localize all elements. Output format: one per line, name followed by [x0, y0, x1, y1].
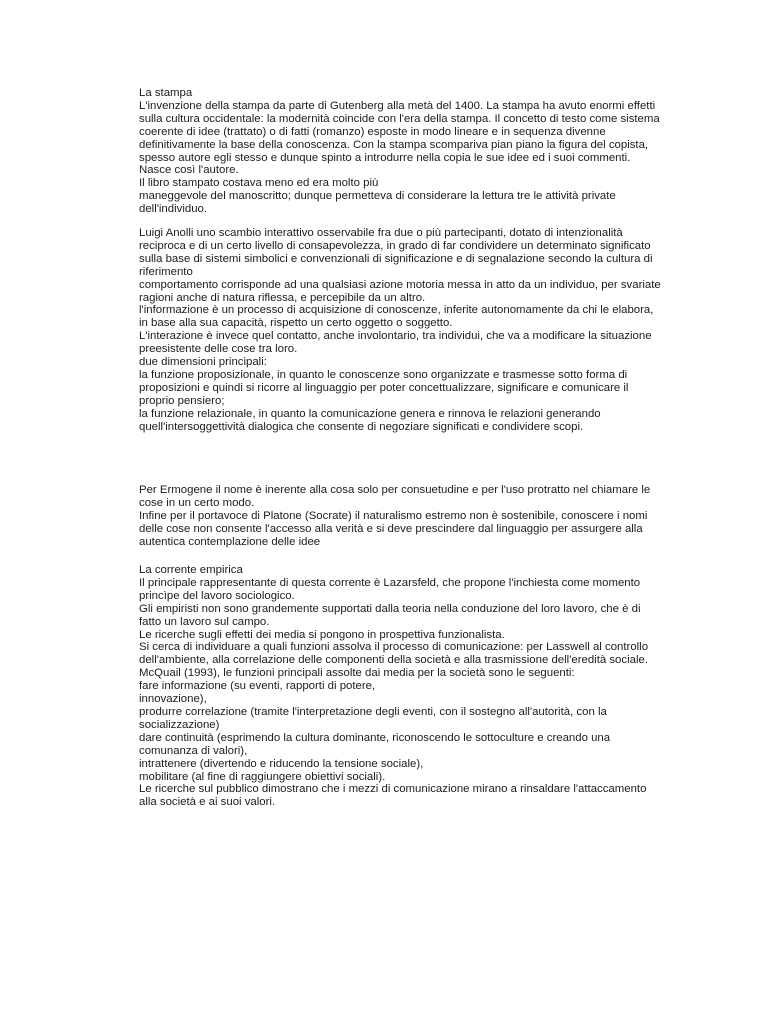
text-line: intrattenere (divertendo e riducendo la tensione sociale),	[139, 757, 424, 770]
text-line: l'informazione è un processo di acquisizione di conoscenze, inferite autonomamente da chi le elabora,	[139, 304, 654, 317]
text-line: Infine per il portavoce di Platone (Socrate) il naturalismo estremo non è sostenibile, conoscere i nomi	[139, 509, 648, 522]
text-line: sulla cultura occidentale: la modernità coincide con l'era della stampa. Il concetto di testo come sistema	[139, 112, 660, 125]
text-line: Il principale rappresentante di questa corrente è Lazarsfeld, che propone l'inchiesta come momento	[139, 576, 641, 589]
section-ermogene	[139, 484, 739, 549]
text-line: riferimento	[139, 265, 193, 278]
text-line: Gli empiristi non sono grandemente supportati dalla teoria nella conduzione del loro lavoro, che è di	[139, 602, 641, 615]
text-line: Luigi Anolli uno scambio interattivo osservabile fra due o più partecipanti, dotato di intenzionalità	[139, 227, 623, 239]
text-line: socializzazione)	[139, 718, 220, 731]
text-line: la funzione relazionale, in quanto la comunicazione genera e rinnova le relazioni generando	[139, 407, 601, 420]
text-line: produrre correlazione (tramite l'interpretazione degli eventi, con il sostegno all'autorità, con la	[139, 705, 607, 718]
text-line: dell'individuo.	[139, 203, 208, 216]
text-line: delle cose non consente l'accesso alla verità e si deve prescindere dal linguaggio per assurgere alla	[139, 522, 643, 535]
section-heading: La stampa	[139, 87, 193, 99]
section-corrente-empirica	[139, 564, 739, 809]
text-line: fatto un lavoro sul campo.	[139, 615, 270, 628]
text-line: Il libro stampato costava meno ed era molto più	[139, 177, 379, 190]
text-line: reciproca e di un certo livello di consapevolezza, in grado di far condividere un determinato significato	[139, 239, 651, 252]
text-line: Per Ermogene il nome è inerente alla cosa solo per consuetudine e per l'uso protratto nel chiamare le	[139, 484, 651, 496]
text-line: comunanza di valori),	[139, 744, 248, 757]
text-line: Nasce così l'autore.	[139, 164, 239, 177]
text-line: McQuail (1993), le funzioni principali assolte dai media per la società sono le seguenti:	[139, 667, 575, 680]
text-line: comportamento corrisponde ad una qualsiasi azione motoria messa in atto da un individuo, per svariate	[139, 278, 661, 291]
text-line: definitivamente la base della conoscenza. Con la stampa scompariva pian piano la figura del copista,	[139, 138, 649, 151]
text-line: coerente di idee (trattato) o di fatti (romanzo) esposte in modo lineare e in sequenza divenne	[139, 125, 606, 138]
text-line: autentica contemplazione delle idee	[139, 535, 321, 548]
text-line: proprio pensiero;	[139, 394, 225, 407]
section-anolli	[139, 227, 739, 434]
text-line: Le ricerche sugli effetti dei media si pongono in prospettiva funzionalista.	[139, 628, 505, 641]
text-line: preesistente delle cose tra loro.	[139, 343, 298, 356]
text-line: princìpe del lavoro sociologico.	[139, 589, 295, 602]
text-line: dell'ambiente, alla correlazione delle componenti della società e alla trasmissione dell'eredità sociale.	[139, 654, 648, 667]
text-line: Le ricerche sul pubblico dimostrano che i mezzi di comunicazione mirano a rinsaldare l'attaccamento	[139, 783, 647, 796]
text-line: L'invenzione della stampa da parte di Gutenberg alla metà del 1400. La stampa ha avuto enormi effetti	[139, 99, 656, 112]
text-line: mobilitare (al fine di raggiungere obiettivi sociali).	[139, 770, 386, 783]
text-line: Si cerca di individuare a quali funzioni assolva il processo di comunicazione: per Lasswell al controllo	[139, 641, 649, 654]
text-line: in base alla sua capacità, rispetto un certo oggetto o soggetto.	[139, 317, 453, 330]
section-la-stampa	[139, 87, 739, 216]
text-line: cose in un certo modo.	[139, 496, 255, 509]
text-line: fare informazione (su eventi, rapporti di potere,	[139, 680, 376, 693]
text-line: innovazione),	[139, 693, 207, 706]
text-line: la funzione proposizionale, in quanto le conoscenze sono organizzate e trasmesse sotto forma di	[139, 368, 628, 381]
text-line: alla società e ai suoi valori.	[139, 796, 276, 809]
section-heading: La corrente empirica	[139, 564, 243, 576]
text-line: quell'intersoggettività dialogica che consente di negoziare significati e condividere scopi.	[139, 420, 584, 433]
text-line: due dimensioni principali:	[139, 356, 267, 369]
text-line: ragioni anche di natura riflessa, e percepibile da un altro.	[139, 291, 426, 304]
text-line: proposizioni e quindi si ricorre al linguaggio per poter concettualizzare, significare e comunicare il	[139, 381, 629, 394]
text-line: L'interazione è invece quel contatto, anche involontario, tra individui, che va a modificare la situazione	[139, 330, 652, 343]
text-line: dare continuità (esprimendo la cultura dominante, riconoscendo le sottoculture e creando una	[139, 731, 611, 744]
text-line: spesso autore egli stesso e dunque spinto a introdurre nella copia le sue idee ed i suoi commenti.	[139, 151, 631, 164]
text-line: sulla base di sistemi simbolici e convenzionali di significazione e di segnalazione secondo la cultura di	[139, 252, 653, 265]
text-line: maneggevole del manoscritto; dunque permetteva di considerare la lettura tre le attività private	[139, 190, 616, 203]
